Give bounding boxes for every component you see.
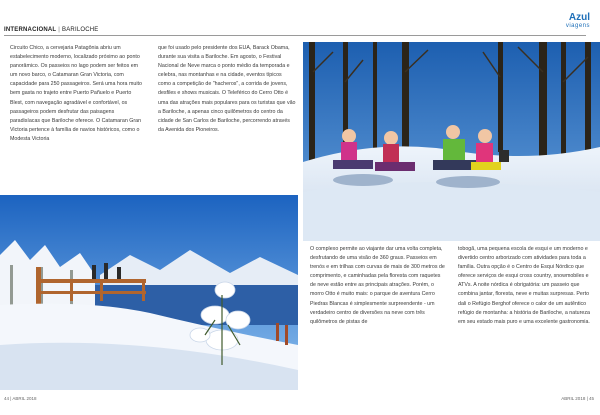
article-column-2 [158, 44, 296, 135]
page-number-right: ABRIL 2018 | 45 [561, 396, 594, 401]
column-2-text: que foi usado pelo presidente dos EUA, Barack Obama, durante sua visita a Bariloche. Em agosto, o Festival Nacional de Neve marca o ponto médio da temporada e celebra, nas montanhas e na cidade, eventos típicos como a competição de "hacheros", a corrida de jovens, desfiles e shows musicais. O Teleférico do Cerro Otto é uma das atrações mais populares para os turistas que vão a Bariloche, a apenas cinco quilômetros do centro da cidade de San Carlos de Bariloche, percorrendo através da Avenida dos Pioneiros. [158, 45, 296, 133]
column-1-text: Circuito Chico, a cervejaria Patagônia abriu um estabelecimento moderno, localizado próximo ao ponto panorâmico. Os passeios no lago podem ser feitos em um novo barco, o Catamaran Gran Victoria, com capacidade para 250 passageiros. Será uma hora muito bem gasta no trajeto entre Puerto Pañuelo e Puerto Blest, com navegação agradável e confortável, os passageiros podem desfrutar das paisagens paradisíacas que Bariloche oferece. O Catamaran Gran Victoria pertence à família de navios históricos, como o Modesta Victoria [10, 45, 142, 142]
subsection-title: BARILOCHE [62, 27, 99, 33]
article-column-3 [310, 245, 446, 327]
sledding-photo [303, 42, 600, 241]
page-header [0, 0, 600, 36]
lake-viewpoint-photo [0, 195, 298, 390]
column-3-text: O complexo permite ao viajante dar uma volta completa, desfrutando de uma visão de 360 graus. Passeios em trenós e em trilhas com curvas de mais de 300 metros de comprimento, e caminhadas pela floresta com raquetes de neve estão entre as principais atrações. Porém, o morro Otto é muito mais: o parque de aventura Cerro Piedras Blancas é simplesmente surpreendente - um verdadeiro centro de diversões na neve com três quilômetros de pistas de [310, 246, 445, 325]
logo-line-1: Azul [568, 12, 590, 23]
sledding-photo-illustration [303, 42, 600, 241]
section-separator: | [58, 27, 61, 33]
section-label [4, 27, 99, 33]
header-rule [4, 35, 586, 36]
logo-line-2: viagens [565, 23, 590, 29]
lake-viewpoint-illustration [0, 195, 298, 390]
article-column-1 [10, 44, 145, 144]
article-column-4 [458, 245, 593, 327]
column-4-text: tobogã, uma pequena escola de esqui e um moderno e divertido centro arborizado com atividades para toda a família. Outra opção é o Centro de Esqui Nórdico que oferece serviços de esqui cross country, snowmobiles e ATVs. A noite nórdica é obrigatória: um passeio que combina jantar, floresta, neve e muitas surpresas. Perto dali o Refúgio Berghof oferece o calor de um autêntico refúgio de montanha: a história de Bariloche, a natureza em seu estado mais puro e uma excelente gastronomia. [458, 246, 590, 325]
magazine-logo [566, 13, 590, 29]
section-title: INTERNACIONAL [4, 27, 57, 33]
page-number-left: 44 | ABRIL 2018 [4, 396, 37, 401]
